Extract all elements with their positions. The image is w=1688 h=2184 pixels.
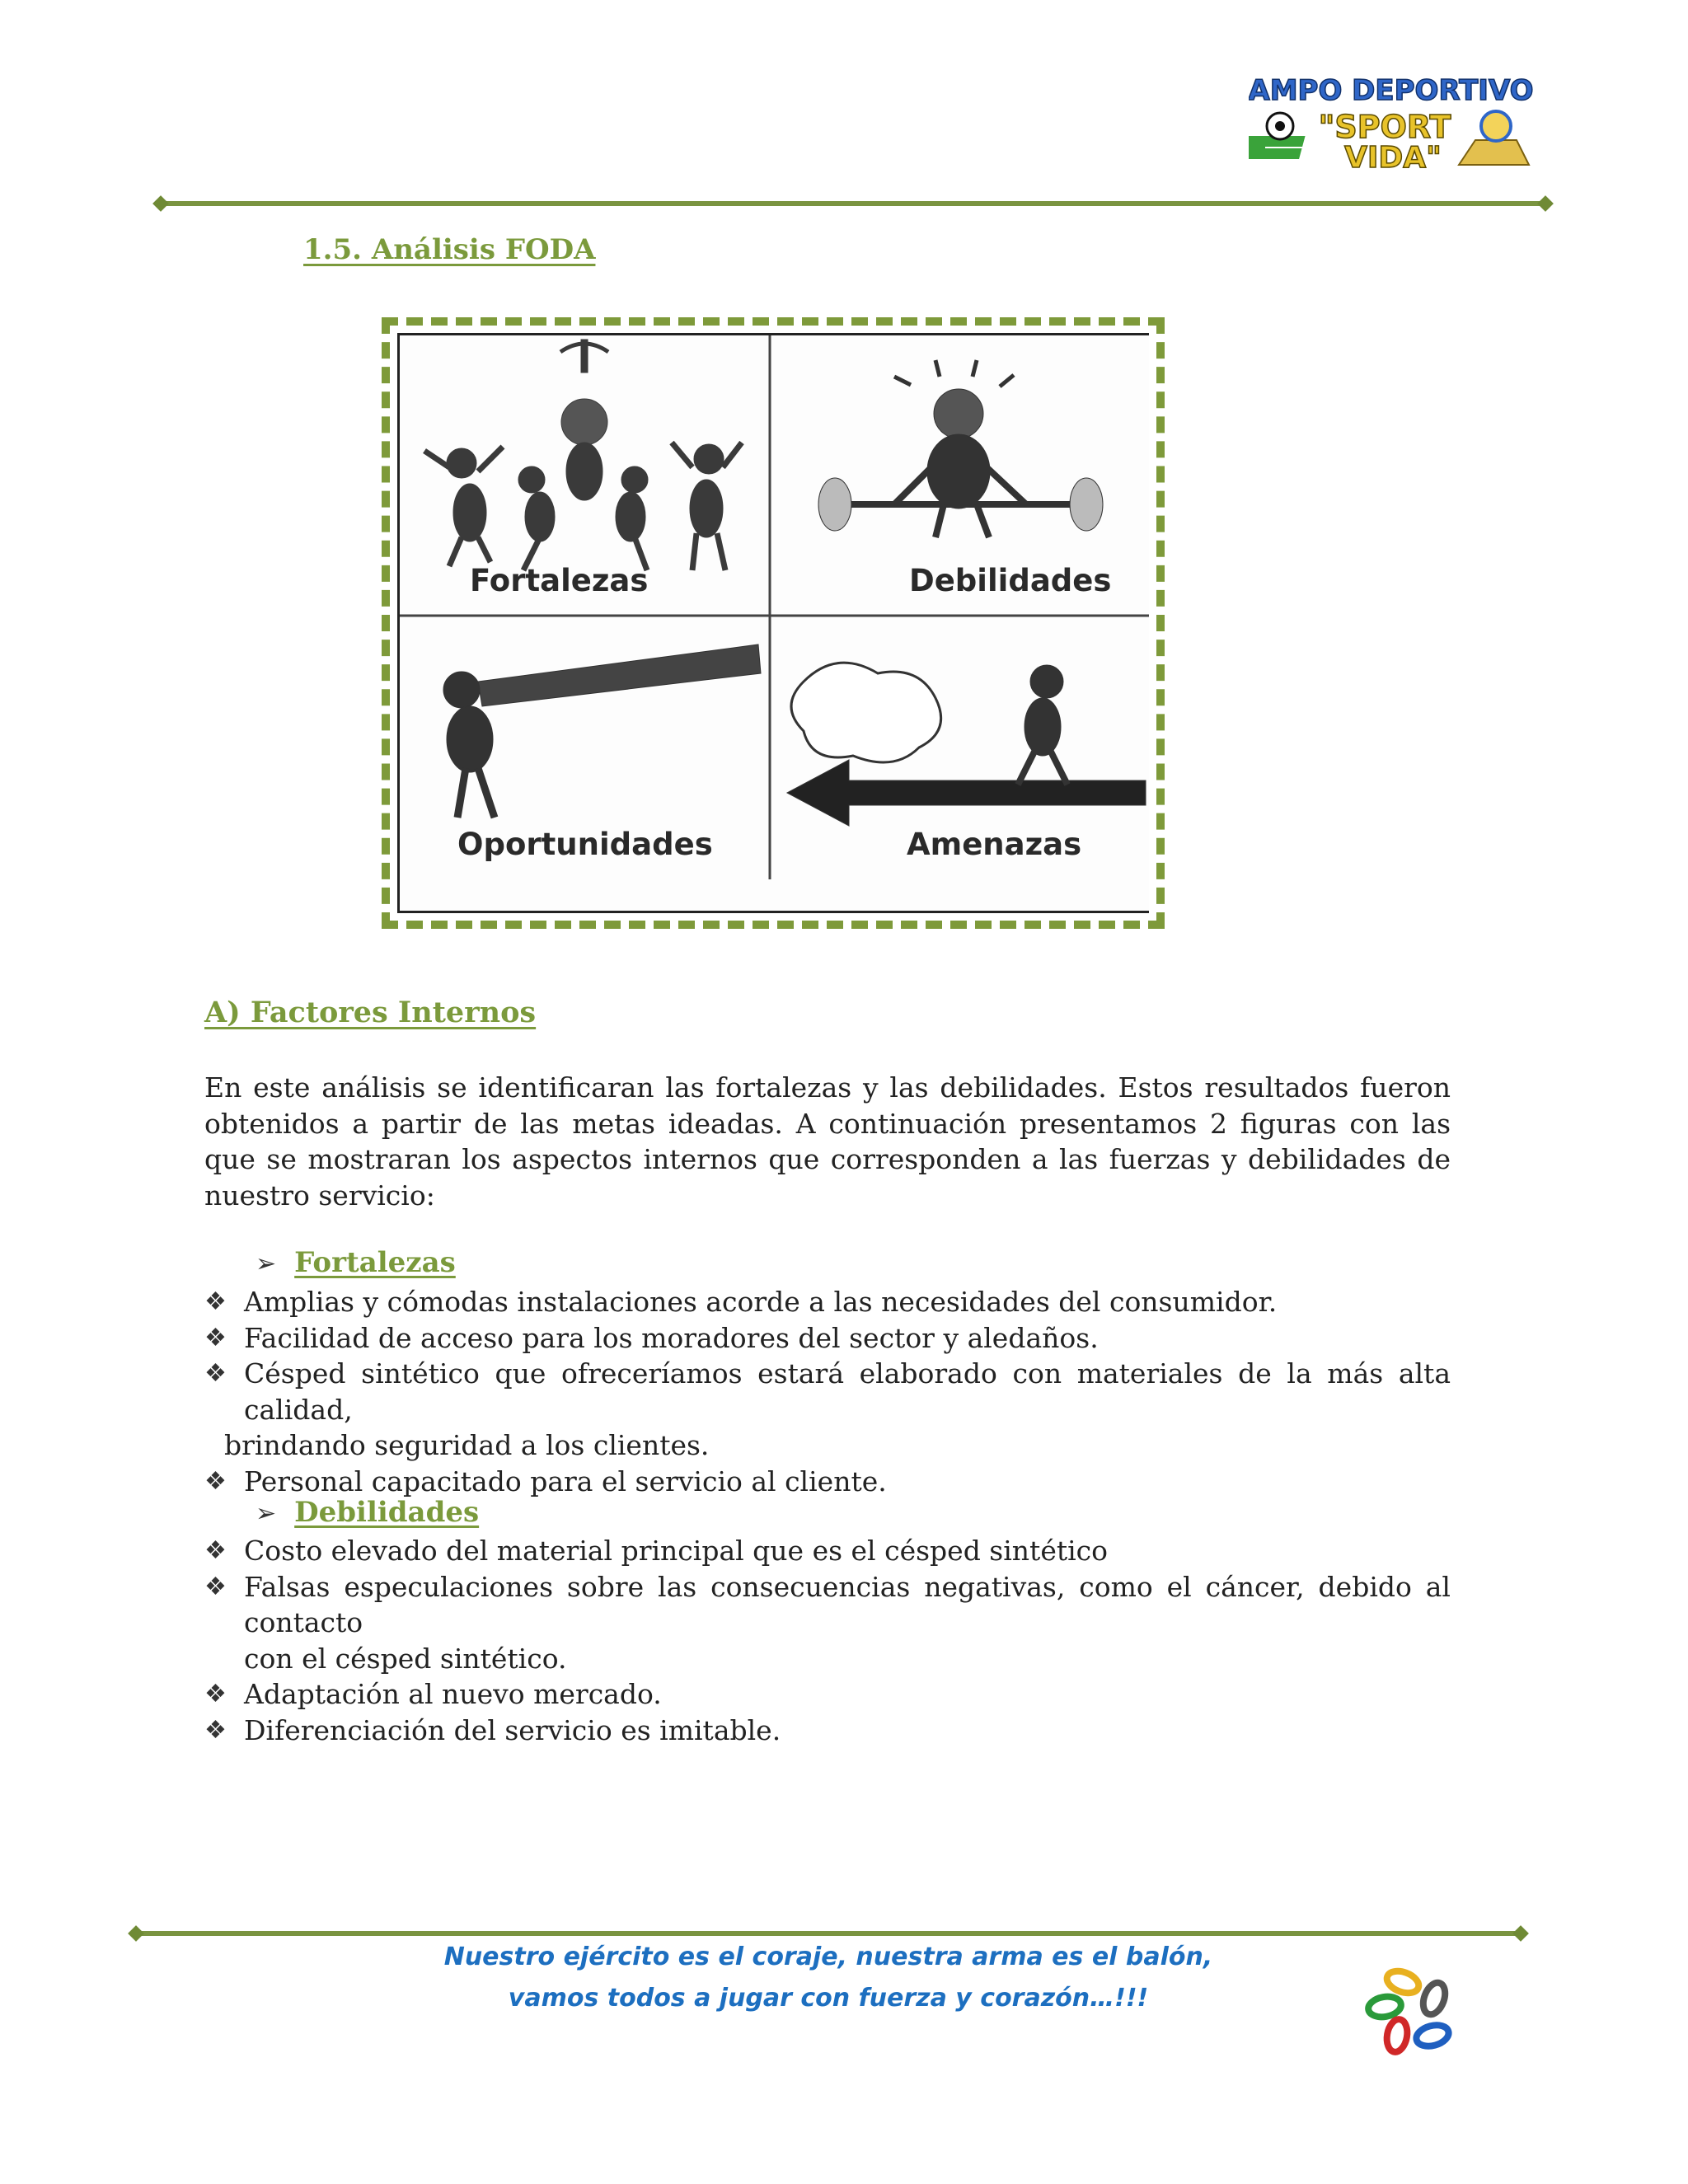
list-item: ❖ Personal capacitado para el servicio al cliente. (204, 1464, 1451, 1500)
list-item: ❖ Amplias y cómodas instalaciones acorde a las necesidades del consumidor. (204, 1284, 1451, 1320)
field-icon (1459, 140, 1529, 165)
logo-title: CAMPO DEPORTIVO (1249, 74, 1533, 107)
section-title: 1.5. Análisis FODA (303, 233, 596, 266)
campo-deportivo-logo (1249, 70, 1533, 177)
logo-sport: "SPORT (1318, 109, 1451, 145)
foda-label-debilidades: Debilidades (909, 563, 1112, 598)
debilidades-heading-row (256, 1496, 479, 1529)
foda-label-fortalezas: Fortalezas (470, 563, 649, 598)
debilidades-list (204, 1533, 1451, 1748)
debilidades-heading: Debilidades (294, 1496, 480, 1529)
subsection-title: A) Factores Internos (204, 996, 537, 1029)
footer-rule (136, 1931, 1521, 1936)
rings-logo-icon (1360, 1961, 1463, 2056)
diamond-cross-bullet-icon: ❖ (204, 1536, 227, 1565)
logo-vida: VIDA" (1344, 141, 1442, 175)
volleyball-icon (1481, 111, 1511, 141)
footer-line-2: vamos todos a jugar con fuerza y corazón…!!! (508, 1984, 1149, 2013)
diamond-cross-bullet-icon: ❖ (204, 1287, 227, 1316)
amenazas-illustration (787, 663, 1146, 826)
foda-diagram (397, 333, 1149, 913)
diamond-cross-bullet-icon: ❖ (204, 1572, 227, 1601)
header-rule (161, 201, 1545, 206)
fortalezas-heading: Fortalezas (294, 1246, 456, 1279)
foda-label-oportunidades: Oportunidades (457, 827, 713, 862)
list-item-continuation: con el césped sintético. (244, 1642, 567, 1675)
diamond-cross-bullet-icon: ❖ (204, 1715, 227, 1745)
diamond-cross-bullet-icon: ❖ (204, 1466, 227, 1496)
list-item: ❖ Adaptación al nuevo mercado. (204, 1676, 1451, 1713)
list-item: ❖ Facilidad de acceso para los moradores del sector y aledaños. (204, 1320, 1451, 1357)
arrow-right-bullet-icon: ➢ (256, 1499, 277, 1528)
list-item: ❖ Césped sintético que ofreceríamos estará elaborado con materiales de la más alta calidad, (204, 1357, 1451, 1426)
diamond-cross-bullet-icon: ❖ (204, 1680, 227, 1708)
arrow-right-bullet-icon: ➢ (256, 1249, 277, 1278)
fortalezas-heading-row (256, 1246, 456, 1279)
intro-paragraph: En este análisis se identificaran las fortalezas y las debilidades. Estos resultados fueron obtenidos a partir de las metas ideadas. A continuación presentamos 2 figuras con las que se mostraran los aspectos internos que corresponden a las fuerzas y debilidades de nuestro servicio: (204, 1071, 1451, 1212)
footer-slogan (330, 1937, 1327, 2019)
fortalezas-list (204, 1284, 1451, 1499)
list-item-continuation: brindando seguridad a los clientes. (224, 1429, 710, 1461)
footer-line-1: Nuestro ejército es el coraje, nuestra arma es el balón, (443, 1943, 1213, 1971)
fortalezas-illustration (424, 340, 742, 570)
list-item: ❖ Costo elevado del material principal que es el césped sintético (204, 1533, 1451, 1569)
debilidades-illustration (818, 360, 1103, 537)
diamond-cross-bullet-icon: ❖ (204, 1323, 227, 1352)
list-item: ❖ Falsas especulaciones sobre las consecuencias negativas, como el cáncer, debido al contacto (204, 1570, 1451, 1638)
foda-label-amenazas: Amenazas (907, 827, 1082, 862)
diamond-cross-bullet-icon: ❖ (204, 1359, 227, 1388)
list-item: ❖ Diferenciación del servicio es imitable. (204, 1713, 1451, 1749)
oportunidades-illustration (443, 644, 761, 818)
